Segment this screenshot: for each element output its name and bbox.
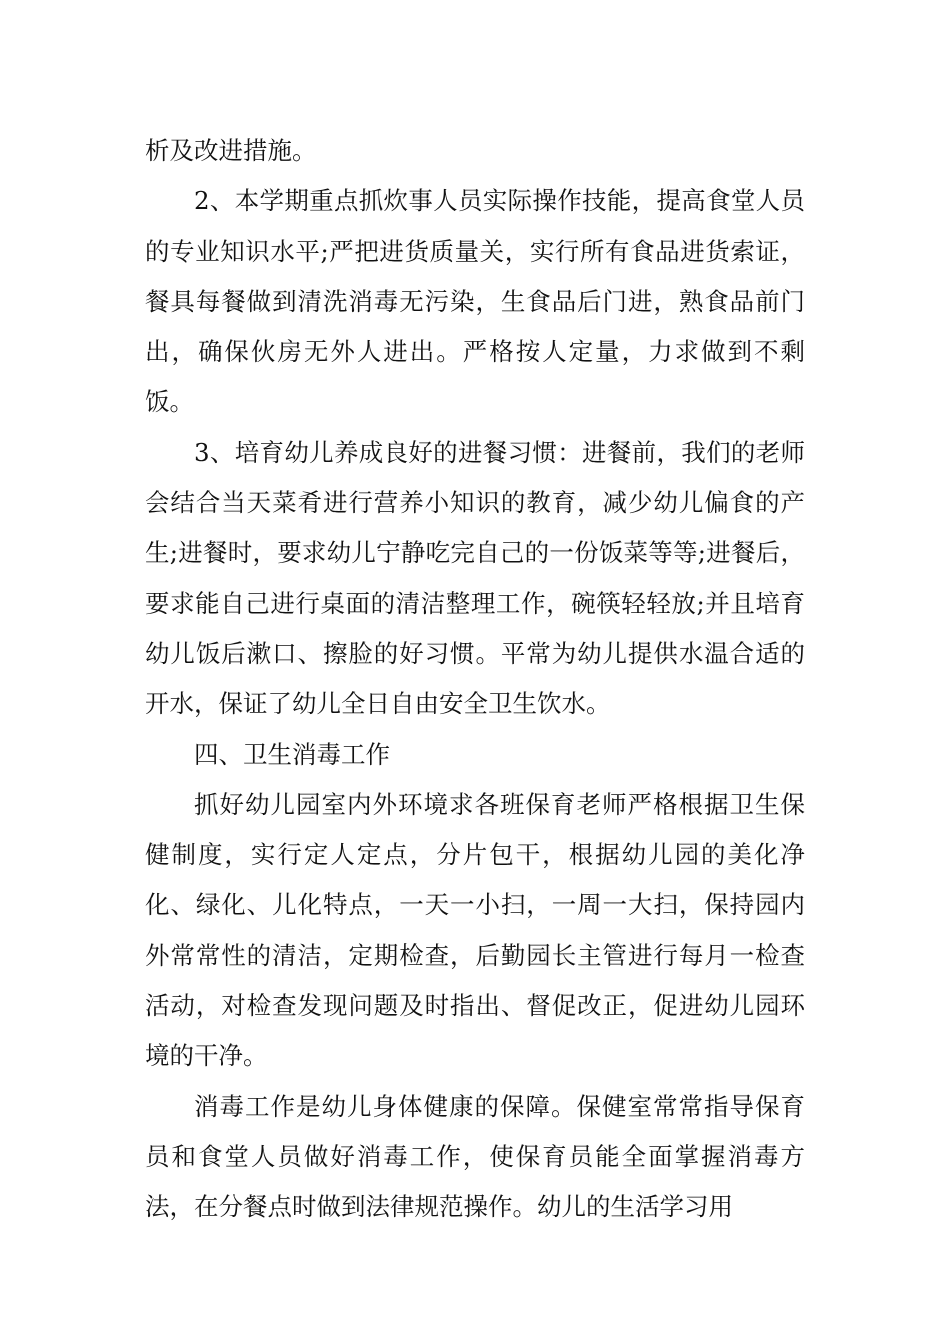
paragraph-kitchen-staff: 2、本学期重点抓炊事人员实际操作技能，提高食堂人员的专业知识水平;严把进货质量关，实行所有食品进货索证，餐具每餐做到清洗消毒无污染，生食品后门进，熟食品前门出，确保伙房无外人进出。严格按人定量，力求做到不剩饭。 xyxy=(145,186,805,417)
paragraph-continuation: 析及改进措施。 xyxy=(145,136,317,165)
paragraph-disinfection: 消毒工作是幼儿身体健康的保障。保健室常常指导保育员和食堂人员做好消毒工作，使保育员能全面掌握消毒方法，在分餐点时做到法律规范操作。幼儿的生活学习用 xyxy=(145,1091,805,1222)
document-page xyxy=(145,126,805,1233)
section-heading-hygiene: 四、卫生消毒工作 xyxy=(194,739,390,769)
paragraph-eating-habits: 3、培育幼儿养成良好的进餐习惯：进餐前，我们的老师会结合当天菜肴进行营养小知识的教育，减少幼儿偏食的产生;进餐时，要求幼儿宁静吃完自己的一份饭菜等等;进餐后，要求能自己进行桌面的清洁整理工作，碗筷轻轻放;并且培育幼儿饭后漱口、擦脸的好习惯。平常为幼儿提供水温合适的开水，保证了幼儿全日自由安全卫生饮水。 xyxy=(145,437,805,719)
paragraph-environment: 抓好幼儿园室内外环境求各班保育老师严格根据卫生保健制度，实行定人定点，分片包干，根据幼儿园的美化净化、绿化、儿化特点，一天一小扫，一周一大扫，保持园内外常常性的清洁，定期检查，后勤园长主管进行每月一检查活动，对检查发现问题及时指出、督促改正，促进幼儿园环境的干净。 xyxy=(145,789,805,1071)
